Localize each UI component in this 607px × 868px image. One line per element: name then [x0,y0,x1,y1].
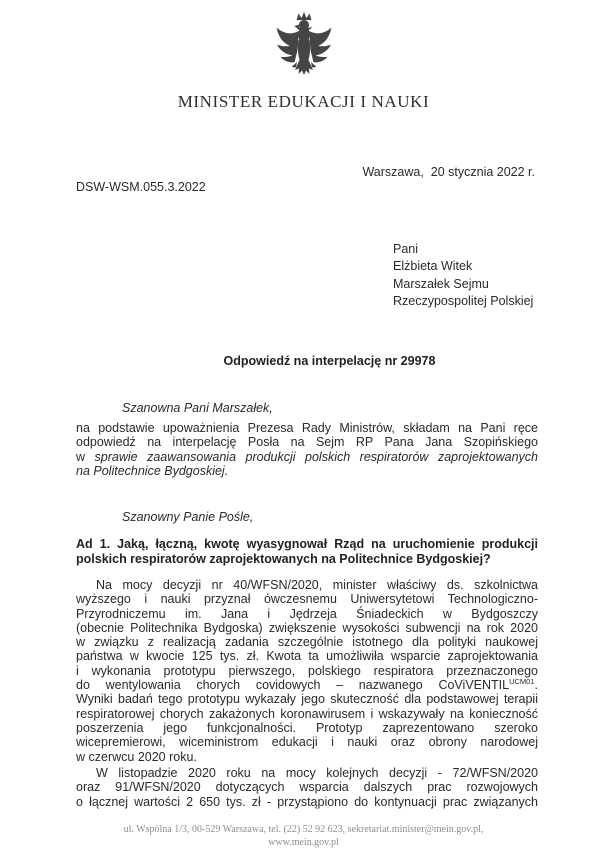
paragraph-line: odpowiedź na interpelację Posła na Sejm RP Pana Jana Szopińskiego [76,435,538,450]
heading-line: polskich respiratorów zaprojektowanych na Politechnice Bydgoskiej? [76,552,491,567]
paragraph-line: w czerwcu 2020 roku. [76,749,197,764]
footer-website: www.mein.gov.pl [268,837,339,848]
footer-contact [0,823,607,849]
paragraph-2 [76,578,538,764]
question-1-heading [76,537,538,567]
addressee-role: Marszałek Sejmu [393,276,489,291]
paragraph-line-text: do wentylowania chorych covidowych – nazwanego CoViVENTIL [76,678,510,693]
paragraph-line: wicepremierowi, wiceministrom edukacji i nauki oraz obrony narodowej [76,735,538,750]
interpellation-title-text: sprawie zaawansowania produkcji polskich respiratorów zaprojektowanych [94,449,538,464]
paragraph-line: i wykonania prototypu pierwszego, polskiego respiratora przeznaczonego [76,663,538,678]
paragraph-3 [76,766,538,809]
paragraph-line: W listopadzie 2020 roku na mocy kolejnych decyzji - 72/WFSN/2020 [96,766,538,780]
paragraph-line: respiratorowej chorych zakażonych koronawirusem i wskazywały na konieczność [76,706,538,721]
paragraph-line: o łącznej wartości 2 650 tys. zł - przystąpiono do kontynuacji prac związanych [76,794,538,809]
addressee-institution: Rzeczypospolitej Polskiej [393,293,534,308]
paragraph-line: wyższego i nauki przyznał ówczesnemu Uniwersytetowi Technologiczno- [76,592,538,607]
salutation-posel: Szanowny Panie Pośle, [122,510,254,524]
paragraph-line: oraz 91/WFSN/2020 dotyczących wsparcia dalszych prac rozwojowych [76,780,538,795]
reference-number: DSW-WSM.055.3.2022 [76,180,206,194]
paragraph-line: na podstawie upoważnienia Prezesa Rady Ministrów, składam na Pani ręce [76,421,538,435]
polish-eagle-emblem [275,10,333,79]
ministry-title: MINISTER EDUKACJI I NAUKI [177,92,430,111]
paragraph-line: państwa w kwocie 125 tys. zł. Kwota ta umożliwiła wsparcie zaprojektowania [76,649,538,664]
paragraph-line: na Politechnice Bydgoskiej. [76,463,229,478]
paragraph-line: Wyniki badań tego prototypu wykazały jego skuteczność dla podstawowej terapii [76,692,538,707]
salutation-marszalek: Szanowna Pani Marszałek, [122,401,273,415]
paragraph-line-text: . [534,678,538,693]
paragraph-1 [76,421,538,478]
paragraph-line: Przyrodniczemu im. Jana i Jędrzeja Śniadeckich w Bydgoszczy [76,606,538,621]
footer-address-line: ul. Wspólna 1/3, 00-529 Warszawa, tel. (22) 52 92 623, sekretariat.minister@mein.gov.pl, [123,824,484,835]
paragraph-line: Na mocy decyzji nr 40/WFSN/2020, minister właściwy ds. szkolnictwa [96,578,538,592]
place-and-date: Warszawa, 20 stycznia 2022 r. [362,165,535,179]
subject-line: Odpowiedź na interpelację nr 29978 [223,354,436,368]
paragraph-line: poszerzenia jego funkcjonalności. Prototyp zaprezentowano szeroko [76,720,538,735]
addressee-block [393,241,533,310]
addressee-name: Elżbieta Witek [393,259,473,274]
paragraph-line [76,450,538,464]
paragraph-line: w związku z realizacją zadania szczególnie istotnego dla polityki naukowej [76,635,538,650]
paragraph-line [76,678,538,692]
addressee-honorific: Pani [393,242,419,256]
paragraph-line-text: w [76,449,86,464]
paragraph-line: (obecnie Politechnika Bydgoska) zwiększenie wysokości subwencji na rok 2020 [76,620,538,635]
heading-line: Ad 1. Jaką, łączną, kwotę wyasygnował Rząd na uruchomienie produkcji [76,537,538,551]
superscript-model-code: UCM01 [509,677,535,687]
